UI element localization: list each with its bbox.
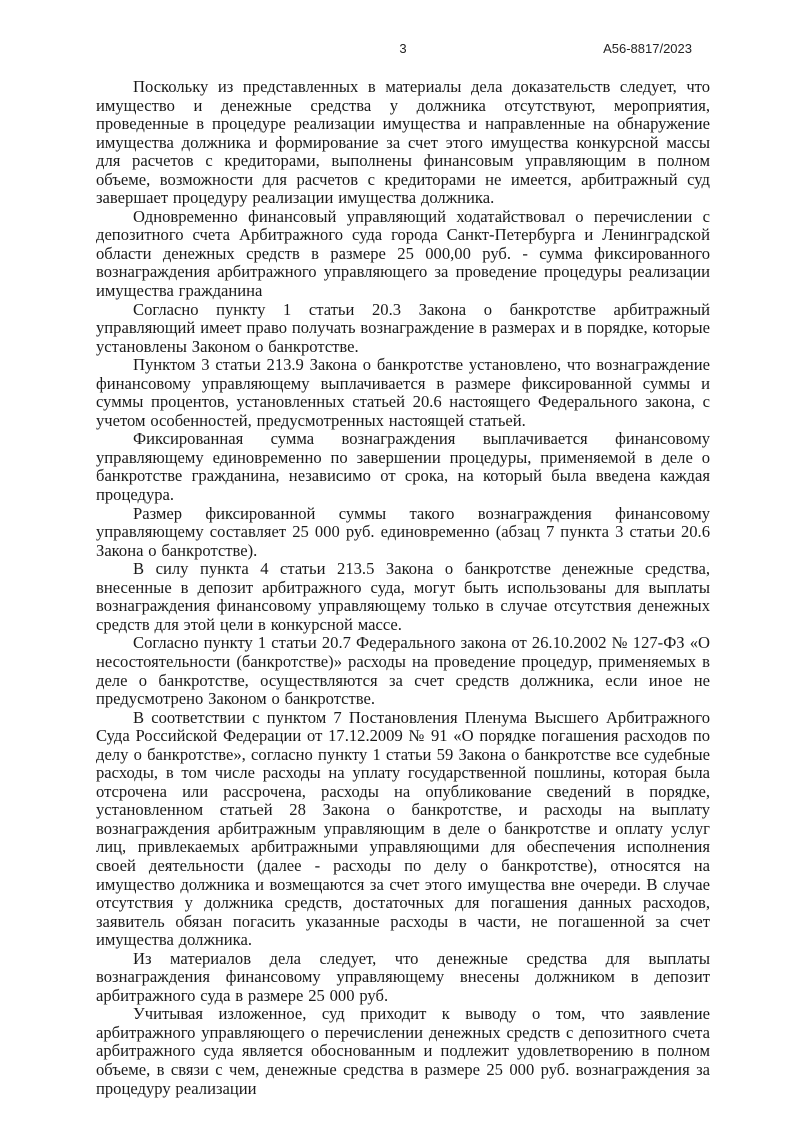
paragraph: Пунктом 3 статьи 213.9 Закона о банкротстве установлено, что вознаграждение финансовому управляющему выплачивается в размере фиксированной суммы и суммы процентов, установленных статьей 20.6 настоящего Федерального закона, с учетом особенностей, предусмотренных настоящей статьей. [96, 355, 710, 430]
paragraph: Фиксированная сумма вознаграждения выплачивается финансовому управляющему единовременно по завершении процедуры, применяемой в деле о банкротстве гражданина, независимо от срока, на который была введена каждая процедура. [96, 429, 710, 505]
paragraph: Из материалов дела следует, что денежные средства для выплаты вознаграждения финансовому управляющему внесены должником в депозит арбитражного суда в размере 25 000 руб. [96, 948, 710, 1005]
document-body [96, 78, 710, 1098]
paragraph: Согласно пункту 1 статьи 20.7 Федерального закона от 26.10.2002 № 127-ФЗ «О несостоятельности (банкротстве)» расходы на проведение процедур, применяемых в деле о банкротстве, осуществляются за счет средств должника, если иное не предусмотрено Законом о банкротстве. [96, 633, 710, 709]
paragraph: Размер фиксированной суммы такого вознаграждения финансовому управляющему составляет 25 000 руб. единовременно (абзац 7 пункта 3 статьи 20.6 Закона о банкротстве). [96, 503, 710, 560]
paragraph: Согласно пункту 1 статьи 20.3 Закона о банкротстве арбитражный управляющий имеет право получать вознаграждение в размерах и в порядке, которые установлены Законом о банкротстве. [96, 299, 710, 356]
page-number: 3 [399, 41, 407, 56]
case-number: А56-8817/2023 [603, 41, 692, 56]
page-header [96, 41, 710, 56]
paragraph: В силу пункта 4 статьи 213.5 Закона о банкротстве денежные средства, внесенные в депозит арбитражного суда, могут быть использованы для выплаты вознаграждения финансовому управляющему только в случае отсутствия денежных средств для этой цели в конкурсной массе. [96, 559, 710, 634]
paragraph: Поскольку из представленных в материалы дела доказательств следует, что имущество и денежные средства у должника отсутствуют, мероприятия, проведенные в процедуре реализации имущества и направленные на обнаружение имущества должника и формирование за счет этого имущества конкурсной массы для расчетов с кредиторами, выполнены финансовым управляющим в полном объеме, возможности для расчетов с кредиторами не имеется, арбитражный суд завершает процедуру реализации имущества должника. [96, 77, 710, 208]
paragraph: Одновременно финансовый управляющий ходатайствовал о перечислении с депозитного счета Арбитражного суда города Санкт-Петербурга и Ленинградской области денежных средств в размере 25 000,00 руб. - сумма фиксированного вознаграждения арбитражного управляющего за проведение процедуры реализации имущества гражданина [96, 206, 710, 301]
paragraph: Учитывая изложенное, суд приходит к выводу о том, что заявление арбитражного управляющего о перечислении денежных средств с депозитного счета арбитражного суда является обоснованным и подлежит удовлетворению в полном объеме, в связи с чем, денежные средства в размере 25 000 руб. вознаграждения за процедуру реализации [96, 1004, 710, 1098]
paragraph: В соответствии с пунктом 7 Постановления Пленума Высшего Арбитражного Суда Российской Федерации от 17.12.2009 № 91 «О порядке погашения расходов по делу о банкротстве», согласно пункту 1 статьи 59 Закона о банкротстве все судебные расходы, в том числе расходы на уплату государственной пошлины, которая была отсрочена или рассрочена, расходы на опубликование сведений в порядке, установленном статьей 28 Закона о банкротстве, и расходы на выплату вознаграждения арбитражным управляющим в деле о банкротстве и оплату услуг лиц, привлекаемых арбитражными управляющими для обеспечения исполнения своей деятельности (далее - расходы по делу о банкротстве), относятся на имущество должника и возмещаются за счет этого имущества вне очереди. В случае отсутствия у должника средств, достаточных для погашения данных расходов, заявитель обязан погасить указанные расходы в части, не погашенной за счет имущества должника. [96, 707, 710, 950]
